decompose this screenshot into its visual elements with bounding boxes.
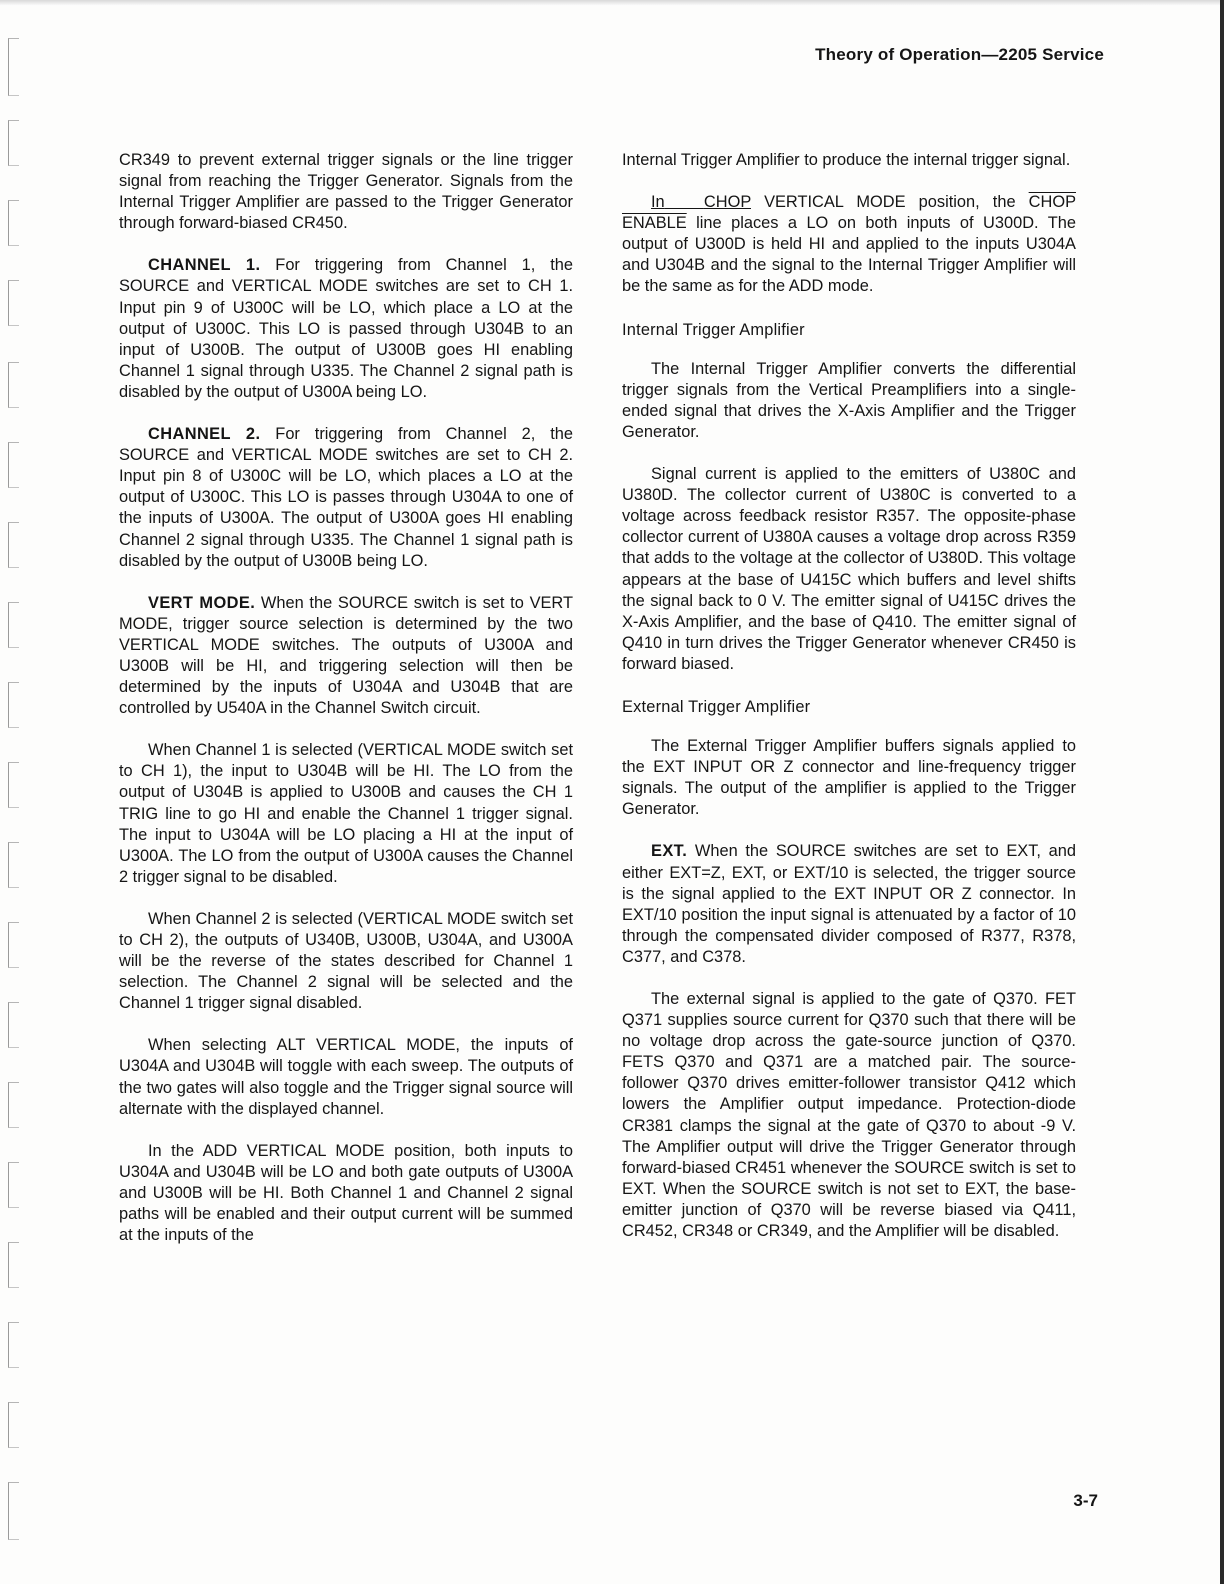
- paragraph-text: The External Trigger Amplifier buffers signals applied to the EXT INPUT OR Z connector and line-frequency trigger signals. The output of the amplifier is applied to the Trigger Generator.: [622, 737, 1076, 819]
- binding-hole-mark: [8, 1482, 19, 1540]
- paragraph: [119, 150, 573, 234]
- binding-hole-mark: [8, 280, 19, 326]
- scan-top-edge: [0, 0, 1224, 6]
- paragraph: [622, 359, 1076, 443]
- paragraph-text: When the SOURCE switch is set to VERT MODE, trigger source selection is determined by the two VERTICAL MODE switches. The outputs of U300A and U300B will be HI, and triggering selection will then be determined by the inputs of U304A and U304B that are controlled by U540A in the Channel Switch circuit.: [119, 593, 573, 718]
- paragraph-text: When the SOURCE switches are set to EXT, and either EXT=Z, EXT, or EXT/10 is selected, the trigger source is the signal applied to the EXT INPUT OR Z connector. In EXT/10 position the input signal is attenuated by a factor of 10 through the compensated divider composed of R377, R378, C377, and C378.: [622, 842, 1076, 966]
- binding-hole-mark: [8, 1242, 19, 1288]
- paragraph: [622, 464, 1076, 675]
- paragraph-text: For triggering from Channel 1, the SOURCE and VERTICAL MODE switches are set to CH 1. Input pin 9 of U300C will be LO, which place a LO at the output of U300C. This LO is passed through U304B to an input of U300B. The output of U300B goes HI enabling Channel 1 signal through U335. The Channel 2 signal path is disabled by the output of U300A being LO.: [119, 256, 573, 401]
- section-heading: Internal Trigger Amplifier: [622, 320, 805, 339]
- binding-hole-mark: [8, 38, 19, 96]
- binding-hole-mark: [8, 922, 19, 968]
- underlined-text: [665, 193, 704, 211]
- paragraph-text: When Channel 2 is selected (VERTICAL MODE switch set to CH 2), the outputs of U340B, U300B, U304A, and U300A will be the reverse of the states described for Channel 1 selection. The Channel 2 signal will be selected and the Channel 1 trigger signal disabled.: [119, 909, 573, 1013]
- underlined-text: In: [651, 193, 665, 212]
- paragraph-text: Signal current is applied to the emitters of U380C and U380D. The collector current of U380C is converted to a voltage across feedback resistor R357. The opposite-phase collector current of U380A causes a voltage drop across R359 that adds to the voltage at the collector of U380D. This voltage appears at the base of U415C which buffers and level shifts the signal back to 0 V. The emitter signal of U415C drives the X-Axis Amplifier, and the base of Q410. The emitter signal of Q410 in turn drives the Trigger Generator whenever CR450 is forward biased.: [622, 465, 1076, 673]
- underlined-text: CHOP: [703, 193, 751, 212]
- run-in-heading: CHANNEL 1.: [148, 256, 261, 275]
- paragraph: [119, 740, 573, 888]
- binding-hole-mark: [8, 602, 19, 648]
- binding-hole-mark: [8, 362, 19, 408]
- paragraph-text: The external signal is applied to the gate of Q370. FET Q371 supplies source current for Q370 such that there will be no voltage drop across the gate-source junction of Q370. FETS Q370 and Q371 are a matched pair. The source-follower Q370 drives emitter-follower transistor Q412 which lowers the Amplifier output impedance. Protection-diode CR381 clamps the signal at the gate of Q370 to about -9 V. The Amplifier output will drive the Trigger Generator through forward-biased CR451 whenever the SOURCE switch is set to EXT. When the SOURCE switch is not set to EXT, the base-emitter junction of Q370 will be reverse biased via Q411, CR452, CR348 or CR349, and the Amplifier will be disabled.: [622, 990, 1076, 1241]
- paragraph-text: VERTICAL MODE position, the: [750, 193, 1029, 212]
- run-in-heading: EXT.: [651, 842, 688, 861]
- paragraph-text: line places a LO on both inputs of U300D. The output of U300D is held HI and applied to the inputs U304A and U304B and the signal to the Internal Trigger Amplifier will be the same as for the ADD mode.: [622, 214, 1076, 296]
- binding-hole-mark: [8, 442, 19, 488]
- paragraph: [622, 736, 1076, 820]
- paragraph: [622, 841, 1076, 968]
- binding-hole-mark: [8, 1322, 19, 1368]
- paragraph: [119, 593, 573, 720]
- binding-hole-mark: [8, 762, 19, 808]
- paragraph-text: For triggering from Channel 2, the SOURCE and VERTICAL MODE switches are set to CH 2. Input pin 8 of U300C will be LO, which places a LO at the output of U300C. This LO is passes through U304A to one of the inputs of U300A. The output of U300A goes HI enabling Channel 2 signal through U335. The Channel 1 signal path is disabled by the output of U300B being LO.: [119, 425, 573, 570]
- binding-hole-mark: [8, 1162, 19, 1208]
- scan-right-edge: [1220, 0, 1224, 1584]
- paragraph-text: The Internal Trigger Amplifier converts the differential trigger signals from the Vertical Preamplifiers into a single-ended signal that drives the X-Axis Amplifier and the Trigger Generator.: [622, 359, 1076, 441]
- paragraph: [119, 1035, 573, 1119]
- paragraph: [119, 909, 573, 1014]
- binding-hole-mark: [8, 1002, 19, 1048]
- overlined-signal-name: CHOP ENABLE: [622, 193, 1076, 233]
- paragraph: [622, 192, 1076, 297]
- paragraph: [622, 989, 1076, 1242]
- paragraph: [622, 150, 1076, 171]
- binding-hole-mark: [8, 682, 19, 728]
- binding-hole-mark: [8, 1402, 19, 1448]
- run-in-heading: VERT MODE.: [148, 593, 256, 612]
- run-in-heading: CHANNEL 2.: [148, 425, 261, 444]
- paragraph-text: In the ADD VERTICAL MODE position, both inputs to U304A and U304B will be LO and both gate outputs of U300A and U300B will be HI. Both Channel 1 and Channel 2 signal paths will be enabled and their output current will be summed at the inputs of the: [119, 1141, 573, 1245]
- paragraph-text: CR349 to prevent external trigger signals or the line trigger signal from reaching the Trigger Generator. Signals from the Internal Trigger Amplifier are passed to the Trigger Generator through forward-biased CR450.: [119, 151, 573, 233]
- binding-hole-mark: [8, 200, 19, 246]
- section-heading: External Trigger Amplifier: [622, 697, 811, 716]
- right-column: [622, 150, 1076, 1263]
- paragraph: [119, 255, 573, 403]
- binding-hole-mark: [8, 120, 19, 166]
- paragraph: [119, 424, 573, 572]
- paragraph-text: Internal Trigger Amplifier to produce the internal trigger signal.: [622, 151, 1071, 169]
- paragraph-text: When selecting ALT VERTICAL MODE, the inputs of U304A and U304B will toggle with each sweep. The outputs of the two gates will also toggle and the Trigger signal source will alternate with the displayed channel.: [119, 1036, 573, 1118]
- left-column: [119, 150, 573, 1267]
- page-number: 3-7: [1073, 1491, 1098, 1510]
- paragraph: [119, 1141, 573, 1246]
- binding-hole-mark: [8, 1082, 19, 1128]
- running-head: Theory of Operation—2205 Service: [815, 45, 1104, 64]
- binding-hole-mark: [8, 522, 19, 568]
- binding-hole-mark: [8, 842, 19, 888]
- paragraph-text: When Channel 1 is selected (VERTICAL MODE switch set to CH 1), the input to U304B will be HI. The LO from the output of U304B is applied to U300B and causes the CH 1 TRIG line to go HI and enable the Channel 1 trigger signal. The input to U304A will be LO placing a HI at the input of U300A. The LO from the output of U300A causes the Channel 2 trigger signal to be disabled.: [119, 741, 573, 886]
